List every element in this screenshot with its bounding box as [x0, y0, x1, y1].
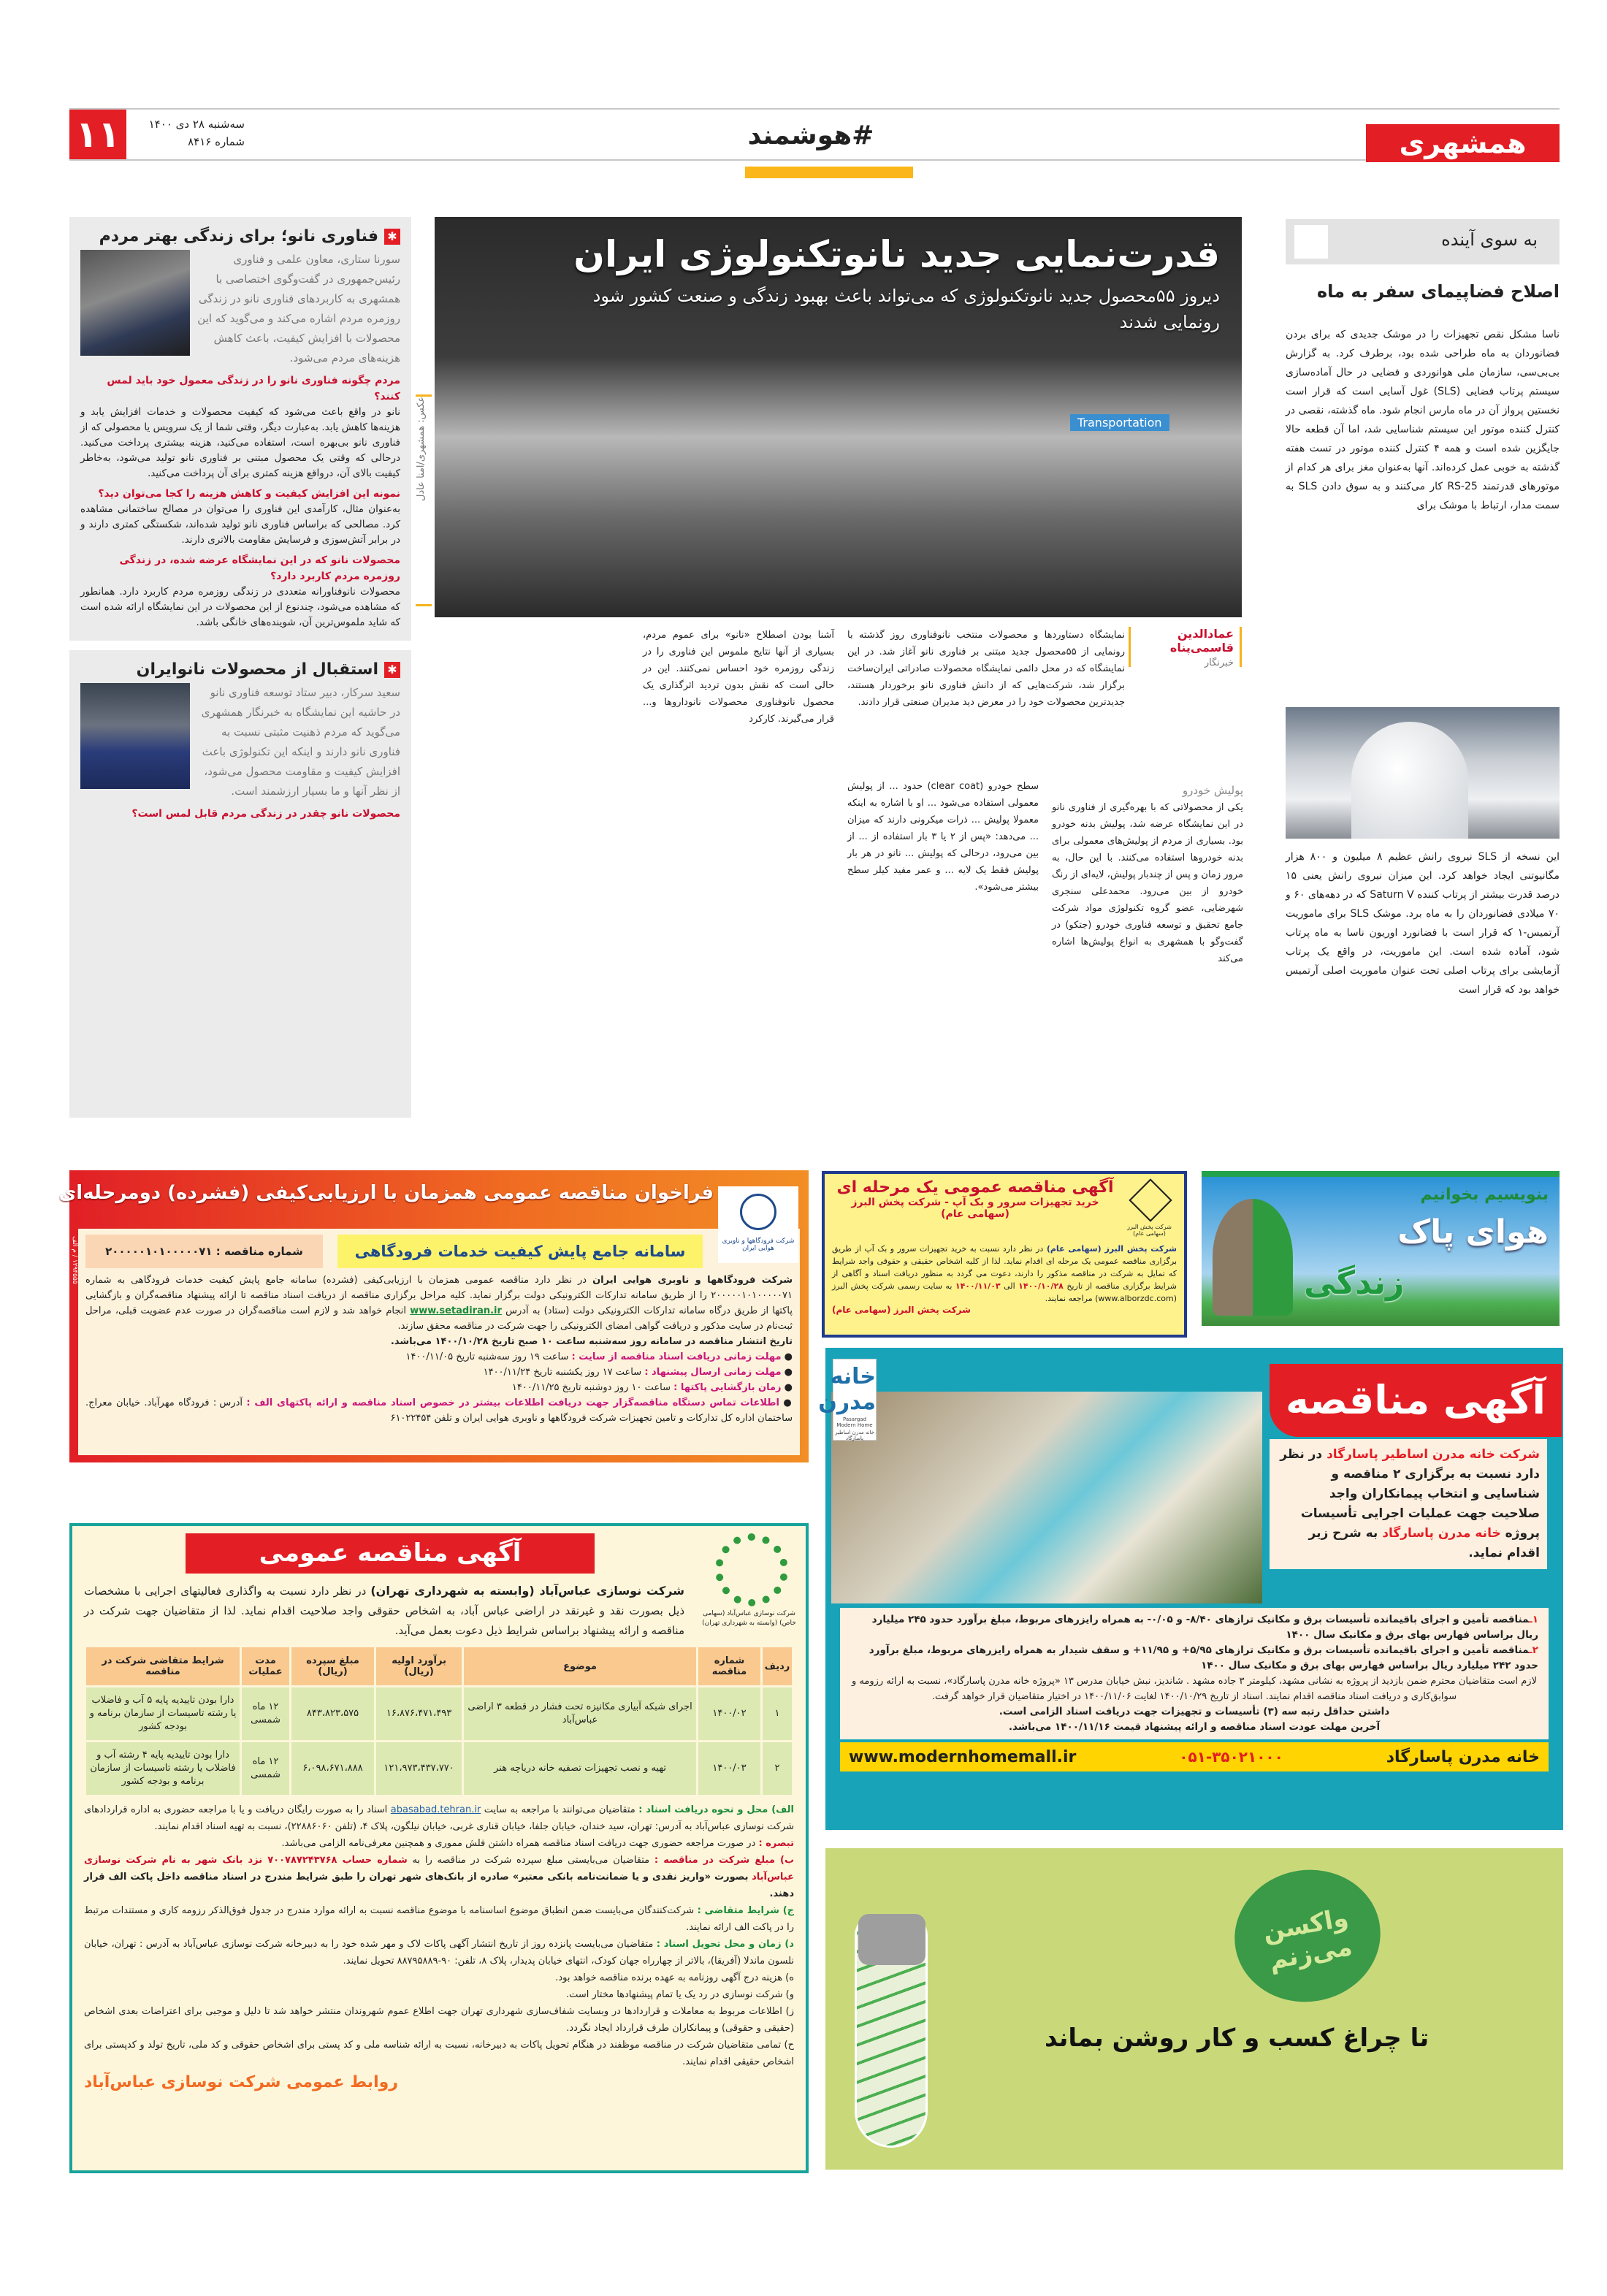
header-bottom-rule	[69, 159, 1560, 161]
author-name: عمادالدین قاسمی‌پناه	[1169, 627, 1234, 655]
subheading-car-polish: پولیش خودرو	[1182, 784, 1243, 797]
banner-text: هوای پاک	[1397, 1213, 1549, 1251]
space-article-body-2: این نسخه از SLS نیروی رانش عظیم ۸ میلیون و ۸۰۰ هزار مگانیوتنی ایجاد خواهد کرد. این میزان نیروی رانش یعنی ۱۵ درصد قدرت بیشتر از پرتاب کننده Saturn V که در دهه‌های ۶۰ و ۷۰ میلادی فضانوردان را به ماه برد. موشک SLS برای ماموریت آرتمیس-۱ که قرار است با فضانورد اوریون ناسا به ماه پرتاب شود، آماده شده است. این ماموریت، در واقع یک پرتاب آزمایشی برای پرتاب اصلی تحت عنوان ماموریت اصلی آرتمیس خواهد بود که قرار است	[1286, 851, 1560, 996]
ad-title: فراخوان مناقصه عمومی همزمان با ارزیابی‌کیفی (فشرده) دومرحله‌ای	[58, 1182, 714, 1204]
feature-headline[interactable]: قدرت‌نمایی جدید نانوتکنولوژی ایران	[573, 233, 1220, 275]
star-icon: ✱	[384, 662, 400, 678]
ad-airports-tender	[58, 1170, 809, 1462]
issue-info	[135, 115, 245, 150]
kicker-label: به سوی آینده	[1441, 229, 1538, 250]
header-top-rule	[69, 108, 1560, 110]
newspaper-logo[interactable]: همشهری	[1366, 124, 1560, 162]
interview-intro: سورنا ستاری، معاون علمی و فناوری رئیس‌جمهوری در گفت‌وگوی اختصاصی با همشهری به کاربردهای فناوری نانو در زندگی روزمره مردم اشاره می‌کند و می‌گوید که این محصولات با افزایش کیفیت، باعث کاهش هزینه‌های مردم می‌شود.	[197, 253, 400, 365]
interview-intro: سعید سرکار، دبیر ستاد توسعه فناوری نانو در حاشیه این نمایشگاه به خبرنگار همشهری می‌گوید که مردم ذهنیت مثبتی نسبت به فناوری نانو دارند و اینکه این تکنولوژی باعث افزایش کیفیت و مقاومت محصول می‌شود، از نظر آنها و ما بسیار ارزشمند است.	[201, 686, 400, 798]
setad-link[interactable]: www.setadiran.ir	[410, 1305, 502, 1316]
ad-lower-section	[840, 1608, 1549, 1771]
table-row: ۱ ۱۴۰۰/۰۲ اجرای شبکه آبیاری مکانیزه تحت فشار در قطعه ۳ اراضی عباس‌آباد ۱۶،۸۷۶،۴۷۱،۴۹۳ ۸۴۳،۸۲۳،۵۷۵ ۱۲ ماه شمسی دارا بودن تاییدیه پایه ۵ آب و فاضلاب یا رشته تاسیسات از سازمان برنامه و بودجه کشور	[86, 1687, 792, 1740]
page-number: ۱۱	[69, 110, 126, 159]
banner-text: زندگی	[1304, 1265, 1405, 1302]
feature-column-2: آشنا بودن اصطلاح «نانو» برای عموم مردم، بسیاری از آنها نتایج ملموس این فناوری را در زندگی روزمره خود احساس نمی‌کنند. این در حالی است که نقش بدون تردید اثرگذاری یک محصول نانوفناوری محصولات نانوداروها و... قرار می‌گیرند. کارکرد	[643, 630, 834, 725]
tender-number: شماره مناقصه : ۲۰۰۰۰۰۱۰۱۰۰۰۰۰۷۱	[85, 1235, 323, 1268]
portrait-photo	[80, 250, 190, 356]
answer: به‌عنوان مثال، کارآمدی این فناوری را می‌توان در مصالح ساختمانی مشاهده کرد. مصالحی که براساس فناوری نانو تولید شده‌اند، شکستگی کمتری دارند و در برابر آتش‌سوزی و فرسایش مقاومت بالاتری دارند.	[80, 503, 400, 546]
feature-heading-block	[453, 233, 1220, 335]
answer: محصولات نانوفناورانه متعددی در زندگی روزمره مردم کاربرد دارد. همانطور که مشاهده می‌شود، چندنوع از این محصولات در این نمایشگاه ارائه شده است که شاید ملموس‌ترین آن، شوینده‌های خانگی باشد.	[80, 586, 400, 628]
abbasabad-link[interactable]: abasabad.tehran.ir	[390, 1804, 481, 1815]
ad-items: ۱ـمناقصه تأمین و اجرای باقیمانده تأسیسات برق و مکانیک ترازهای ۸/۴۰- و ۰/۰۵- به همراه رایزرهای مربوط، مبلغ برآورد حدود ۲۴۵ میلیارد ریال براساس فهارس بهای برق و مکانیک سال ۱۴۰۰ ۲ـمناقصه تأمین و اجرای باقیمانده تأسیسات برق و مکانیک ترازهای ۵/۹۵+ و ۱۱/۹۵+ و سقف شیدار به همراه رایزرهای مربوط، مبلغ برآورد حدود ۲۴۲ میلیارد ریال براساس فهارس بهای برق و مکانیک سال ۱۴۰۰ لازم است متقاضیان محترم ضمن بازدید از پروژه به نشانی مشهد، کیلومتر ۳ جاده مشهد . شاندیز، نبش خیابان مدرس ۱۳ «پروژه خانه مدرن پاسارگاد»، نسبت به ارائه رزومه و سوابق‌کاری و دریافت اسناد مناقصه اقدام نمایند. اسناد از تاریخ ۱۴۰۰/۱۰/۲۹ لغایت ۱۴۰۰/۱۱/۰۶ در اختیار متقاضیان قرار خواهد گرفت. داشتن حداقل رتبه سه (۳) تأسیسات و تجهیزات جهت دریافت اسناد الزامی است. آخرین مهلت عودت اسناد مناقصه و ارائه پیشنهاد قیمت ۱۴۰۰/۱۱/۱۶ می‌باشد.	[840, 1608, 1549, 1739]
requirement-deadline: آخرین مهلت عودت اسناد مناقصه و ارائه پیشنهاد قیمت ۱۴۰۰/۱۱/۱۶ می‌باشد.	[1008, 1721, 1381, 1733]
website-link[interactable]: www.modernhomemall.ir	[849, 1747, 1077, 1766]
ad-abbasabad-tender	[69, 1523, 809, 2173]
tender-conditions: الف) محل و نحوه دریافت اسناد : متقاضیان می‌توانند با مراجعه به سایت abasabad.tehran.ir اسناد را به صورت رایگان دریافت و یا با مراجعه حضوری به اداره قراردادهای شرکت نوسازی عباس‌آباد به آدرس: تهران، سید خندان، خیابان جلفا، خیابان قناری غربی، خیابان نیلگون، پلاک ۴، (تلفن ۲۲۸۸۶۰۶۰)، نسبت به تهیه اسناد اقدام نمایند. تبصره : در صورت مراجعه حضوری جهت دریافت اسناد مناقصه همراه داشتن فلش مموری و همچنین معرفی‌نامه الزامی می‌باشد. ب) مبلغ شرکت در مناقصه : متقاضیان می‌بایستی مبلغ سپرده شرکت در مناقصه را به شماره حساب ۷۰۰۷۸۷۲۴۳۷۶۸ نزد بانک شهر به نام شرکت نوسازی عباس‌آباد بصورت «واریز نقدی و یا ضمانت‌نامه بانکی معتبر» صادره از بانک‌های شهر تهران را طبق شرایط مندرج در اسناد مناقصه داخل پاکت الف قرار دهند. ج) شرایط متقاضی : شرکت‌کنندگان می‌بایست ضمن انطباق موضوع اساسنامه با موضوع مناقصه نسبت به ارائه موارد مندرج در جدول فوق‌الذکر رزومه کاری و مستندات مرتبط را در پاکت الف ارائه نمایند. د) زمان و محل تحویل اسناد : متقاضیان می‌بایست پانزده روز از تاریخ انتشار آگهی پاکات لاک و مهر شده خود را به دبیرخانه شرکت نوسازی عباس‌آباد به آدرس : تهران، خیابان نلسون ماندلا (آفریقا)، بالاتر از چهارراه جهان کودک، انتهای خیابان پدیدار، پلاک ۸، تلفن: ۹۰-۸۸۷۹۵۸۸۹ تحویل نمایند. ه) هزینه درج آگهی روزنامه به عهده برنده مناقصه خواهد بود. و) شرکت نوسازی در رد یک یا تمام پیشنهادها مختار است. ز) اطلاعات مربوط به معاملات و قراردادها در وبسایت شفاف‌سازی شهرداری تهران جهت اطلاع عموم شهروندان منتشر خواهد شد تا دلیل و موجبی برای اعتراضات بعدی اشخاص (حقیقی و حقوقی) و پیمانکاران طرف قرارداد ایجاد نگردد. ح) تمامی متقاضیان شرکت در مناقصه موظفند در هنگام تحویل پاکات به دبیرخانه، نسبت به ارائه شناسه ملی و کد پستی برای اشخاص حقوقی و کد ملی، تاریخ تولد و کدپستی برای اشخاص حقیقی اقدام نمایند.	[84, 1804, 795, 2067]
answer: نانو در واقع باعث می‌شود که کیفیت محصولات و خدمات افزایش یابد و هزینه‌ها کاهش یابد. به‌عبارت دیگر، وقتی شما از یک سرویس یا محصولی که از فناوری نانو بی‌بهره است، استفاده می‌کنید، هزینه بیشتری پرداخت می‌کنید. درحالی که وقتی یک محصول مبتنی بر فناوری نانو تولید می‌شود، به‌خاطر کیفیت بالای آن، درواقع هزینه کمتری برای آن پرداخت می‌کنید.	[80, 406, 400, 479]
campaign-slogan: تا چراغ کسب و کار روشن بماند	[1045, 2024, 1429, 2053]
interview-box-sarkar	[69, 650, 411, 1118]
kicker-square-icon	[1294, 225, 1328, 259]
ad-intro: شرکت نوسازی عباس‌آباد (وابسته به شهرداری تهران) در نظر دارد نسبت به واگذاری فعالیتهای اجرایی با مشخصات ذیل بصورت نقد و غیرنقد در اراضی عباس آباد، به اشخاص حقوقی واجد صلاحیت اقدام نماید. لذا از متقاضیان جهت شرکت در مناقصه و ارائه پیشنهاد براساس شرایط ذیل دعوت بعمل می‌آید.	[84, 1584, 684, 1637]
brand-name: خانه مدرن پاسارگاد	[1386, 1747, 1540, 1766]
section-title: #هوشمند	[747, 121, 874, 150]
question: محصولات نانو که در این نمایشگاه عرضه شده، در زندگی روزمره مردم کاربرد دارد؟	[119, 554, 400, 582]
logo-caption: شرکت پخش البرز (سهامی عام)	[1127, 1224, 1172, 1237]
feature-photo	[435, 217, 1242, 617]
ad-footer	[840, 1742, 1549, 1771]
author-byline	[1129, 627, 1242, 667]
tender-table	[84, 1645, 794, 1797]
modern-home-logo: خانه مدرن Pasargad Modern Home خانه مدرن اساطیر پاسارگاد	[833, 1359, 877, 1441]
banner-text: بنویسیم بخوانیم	[1420, 1186, 1549, 1204]
ad-system-name: سامانه جامع پایش کیفیت خدمات فرودگاهی	[337, 1235, 703, 1268]
phone-number: ۰۵۱-۳۵۰۲۱۰۰۰	[1179, 1748, 1283, 1766]
ad-heading	[832, 1178, 1177, 1243]
table-header-row: ردیف شماره مناقصه موضوع برآورد اولیه (ریال) مبلغ سپرده (ریال) مدت عملیات شرایط متقاضی شرکت در مناقصه	[86, 1647, 792, 1685]
star-icon: ✱	[384, 229, 400, 245]
tehran-municipality-logo-icon	[715, 1533, 788, 1606]
airports-logo: شرکت فرودگاهها و ناوبری هوایی ایران	[718, 1186, 798, 1263]
alborz-logo-icon	[1129, 1178, 1172, 1221]
requirement-rank: داشتن حداقل رتبه سه (۳) تأسیسات و تجهیزات جهت دریافت اسناد الزامی است.	[999, 1706, 1390, 1717]
ad-signature: روابط عمومی شرکت نوسازی عباس‌آباد	[84, 2073, 398, 2091]
feature-column-4: سطح خودرو (clear coat) حدود ... از پولیش معمولی استفاده می‌شود ... او با اشاره به اینکه معمولا پولیش ... ذرات میکرونی دارند که میزان ... می‌دهد: «پس از ۲ یا ۳ بار استفاده از ... از بین می‌رود، درحالی که پولیش ... نانو در هر بار پولیش فقط یک لایه ... و عمر مفید کیلر سطح بیشتر می‌شود».	[847, 781, 1039, 893]
section-accent-bar	[745, 167, 913, 178]
ad-title: آگهی مناقصه عمومی یک مرحله ای	[836, 1178, 1114, 1197]
ad-signature: شرکت پخش البرز (سهامی عام)	[832, 1305, 971, 1315]
space-article-title[interactable]: اصلاح فضاپیمای سفر به ماه	[1316, 281, 1560, 302]
portrait-photo	[80, 683, 190, 789]
issue-number: شماره ۸۴۱۶	[188, 135, 245, 148]
interview-title[interactable]: ✱فناوری نانو؛ برای زندگی بهتر مردم	[80, 227, 400, 245]
logo-caption: شرکت نوسازی عباس‌آباد (سهامی خاص) (وابسته به شهرداری تهران)	[702, 1610, 796, 1627]
rocket-capsule-image	[1351, 722, 1468, 839]
bulb-cap	[858, 1914, 925, 1965]
rocket-photo	[1286, 707, 1560, 839]
ad-body: شرکت پخش البرز (سهامی عام) در نظر دارد نسبت به خرید تجهیزات سرور و بک آپ از طریق برگزاری مناقصه عمومی یک مرحله ای اقدام نماید. لذا از کلیه اشخاص حقیقی و حقوقی واجد شرایط که تمایل به شرکت در مناقصه مذکور را دارند، دعوت می گردد به منظور دریافت اسناد و آگاهی از شرایط برگزاری مناقصه از تاریخ ۱۴۰۰/۱۰/۲۸ الی ۱۴۰۰/۱۱/۰۳ به سایت رسمی شرکت پخش البرز (www.alborzdc.com) مراجعه نمایند.	[832, 1244, 1177, 1303]
issue-date: سه‌شنبه ۲۸ دی ۱۴۰۰	[148, 118, 245, 131]
question: نمونه این افزایش کیفیت و کاهش هزینه را کجا می‌توان دید؟	[98, 488, 400, 500]
table-row: ۲ ۱۴۰۰/۰۳ تهیه و نصب تجهیزات تصفیه خانه دریاچه هنر ۱۲۱،۹۷۳،۴۳۷،۷۷۰ ۶،۰۹۸،۶۷۱،۸۸۸ ۱۲ ماه شمسی دارا بودن تاییدیه پایه ۴ رشته آب و فاضلاب یا رشته تاسیسات از سازمان برنامه و بودجه کشور	[86, 1742, 792, 1795]
exhibit-sign: Transportation	[1070, 414, 1169, 431]
photo-credit: عکس: همشهری/امنا عادل	[416, 394, 432, 606]
ad-title: آگهی مناقصه عمومی	[186, 1533, 595, 1574]
feature-subheadline: دیروز ۵۵محصول جدید نانوتکنولوژی که می‌تواند باعث بهبود زندگی و صنعت کشور شود رونمایی شدند	[592, 286, 1220, 332]
ad-modern-home-tender	[818, 1348, 1563, 1830]
ad-banner-title: آگهی مناقصه	[1270, 1364, 1562, 1437]
ad-vaccination-campaign	[825, 1848, 1563, 2170]
interview-box-sattari	[69, 217, 411, 641]
feature-column-3-text: یکی از محصولاتی که با بهره‌گیری از فناوری نانو در این نمایشگاه عرضه شد، پولیش بدنه خودرو بود. بسیاری از مردم از پولیش‌های معمولی برای بدنه خودروها استفاده می‌کنند. با این حال، به مرور زمان و پس از چندبار پولیش، لایه‌ای از رنگ خودرو از بین می‌رود. محمدعلی سنجری شهرضایی، عضو گروه تکنولوژی مواد شرکت جامع تحقیق و توسعه فناوری خودرو (جتکو) در گفت‌وگو با همشهری به انواع پولیش‌ها اشاره می‌کند	[1052, 802, 1243, 964]
ad-lead: شرکت خانه مدرن اساطیر پاسارگاد در نظر دارد نسبت به برگزاری ۲ مناقصه و شناسایی و انتخاب پیمانکاران واجد صلاحیت جهت عملیات اجرایی تأسیسات پروژه خانه مدرن پاسارگاد به شرح زیر اقدام نماید.	[1270, 1439, 1547, 1569]
ad-clean-air-banner	[1202, 1171, 1560, 1326]
space-article-body: ناسا مشکل نقص تجهیزات را در موشک جدیدی که برای بردن فضانوردان به ماه طراحی شده بود، برطرف کرد. به گزارش بی‌بی‌سی، سازمان ملی هوانوردی و فضایی در حال آماده‌سازی سیستم پرتاب فضایی (SLS) غول آسایی است که قرار است نخستین پرواز آن در ماه مارس انجام شود. ماه گذشته، نقصی در کنترل کننده موتور این سیستم شناسایی شد، اما آن قطعه حالا جایگزین شده است و همه ۴ کنترل کننده موتور در تست هفته گذشته به خوبی عمل کرده‌اند. آنها به‌عنوان مغز برای هر کدام از موتورهای قدرتمند RS-25 کار می‌کنند و به سوق دادن SLS به سمت مدار، ارتباط با موشک برای	[1286, 329, 1560, 511]
left-interview-column	[69, 217, 411, 1118]
ad-code: ۱۲۹۴۵۵۵ / م الف	[71, 1236, 78, 1284]
column-kicker	[1286, 219, 1560, 264]
mall-rendering	[831, 1392, 1262, 1603]
tree-head-image	[1213, 1199, 1293, 1316]
interview-title[interactable]: ✱استقبال از محصولات نانوایران	[80, 660, 400, 679]
vaccine-stamp: واکسن می‌زنم	[1224, 1858, 1391, 2013]
feature-column-3	[1052, 778, 1243, 967]
feature-lead: نمایشگاه دستاوردها و محصولات منتخب نانوفناوری روز گذشته با رونمایی از ۵۵محصول جدید مبتنی بر فناوری نانو آغاز شد. در این نمایشگاه که در محل دائمی نمایشگاه محصولات صادراتی ایران‌ساخت برگزار شد، شرکت‌هایی که از دانش فناوری نانو برخوردار هستند، جدیدترین محصولات خود را در معرض دید مدیران صنعتی قرار دادند.	[847, 630, 1125, 708]
ad-body: شرکت فرودگاهها و ناوبری هوایی ایران در نظر دارد مناقصه عمومی همزمان با ارزیابی‌کیفی (فشرده) سامانه جامع پایش کیفیت خدمات فرودگاهی به شماره ۲۰۰۰۰۰۱۰۱۰۰۰۰۰۷۱ را از طریق سامانه تدارکات الکترونیکی دولت برگزار نماید. کلیه مراحل برگزاری مناقصه از دریافت اسناد مناقصه تا ارائه پیشنهاد مناقصه‌گران و بازگشایی پاکتها از طریق درگاه سامانه تدارکات الکترونیکی دولت (ستاد) به آدرس www.setadiran.ir انجام خواهد شد و لازم است مناقصه‌گران در صورت عدم عضویت قبلی، مراحل ثبت‌نام در سایت مذکور و دریافت گواهی امضای الکترونیکی را جهت شرکت در مناقصه محقق سازند. تاریخ انتشار مناقصه در سامانه روز سه‌شنبه ساعت ۱۰ صبح تاریخ ۱۴۰۰/۱۰/۲۸ می‌باشد. ● مهلت زمانی دریافت اسناد مناقصه از سایت : ساعت ۱۹ روز سه‌شنبه تاریخ ۱۴۰۰/۱۱/۰۵ ● مهلت زمانی ارسال پیشنهاد : ساعت ۱۷ روز یکشنبه تاریخ ۱۴۰۰/۱۱/۲۴ ● زمان بازگشایی پاکتها : ساعت ۱۰ روز دوشنبه تاریخ ۱۴۰۰/۱۱/۲۵ ● اطلاعات تماس دستگاه مناقصه‌گزار جهت دریافت اطلاعات بیشتر در خصوص اسناد مناقصه و ارائه پاکتهای الف : آدرس : فرودگاه مهرآباد. خیابان معراج. ساختمان اداره کل تدارکات و تامین تجهیزات شرکت فرودگاهها و ناوبری هوایی ایران و تلفن ۶۱۰۲۲۴۵۴	[85, 1275, 793, 1424]
ad-subtitle: خرید تجهیزات سرور و بک آپ - شرکت پخش البرز (سهامی عام)	[851, 1197, 1099, 1220]
author-role: خبرنگار	[1204, 657, 1234, 668]
question: محصولات نانو چقدر در زندگی مردم قابل لمس است؟	[131, 808, 400, 820]
question: مردم چگونه فناوری نانو را در زندگی معمول خود باید لمس کنند؟	[107, 375, 400, 403]
ad-alborz-tender	[822, 1171, 1187, 1338]
